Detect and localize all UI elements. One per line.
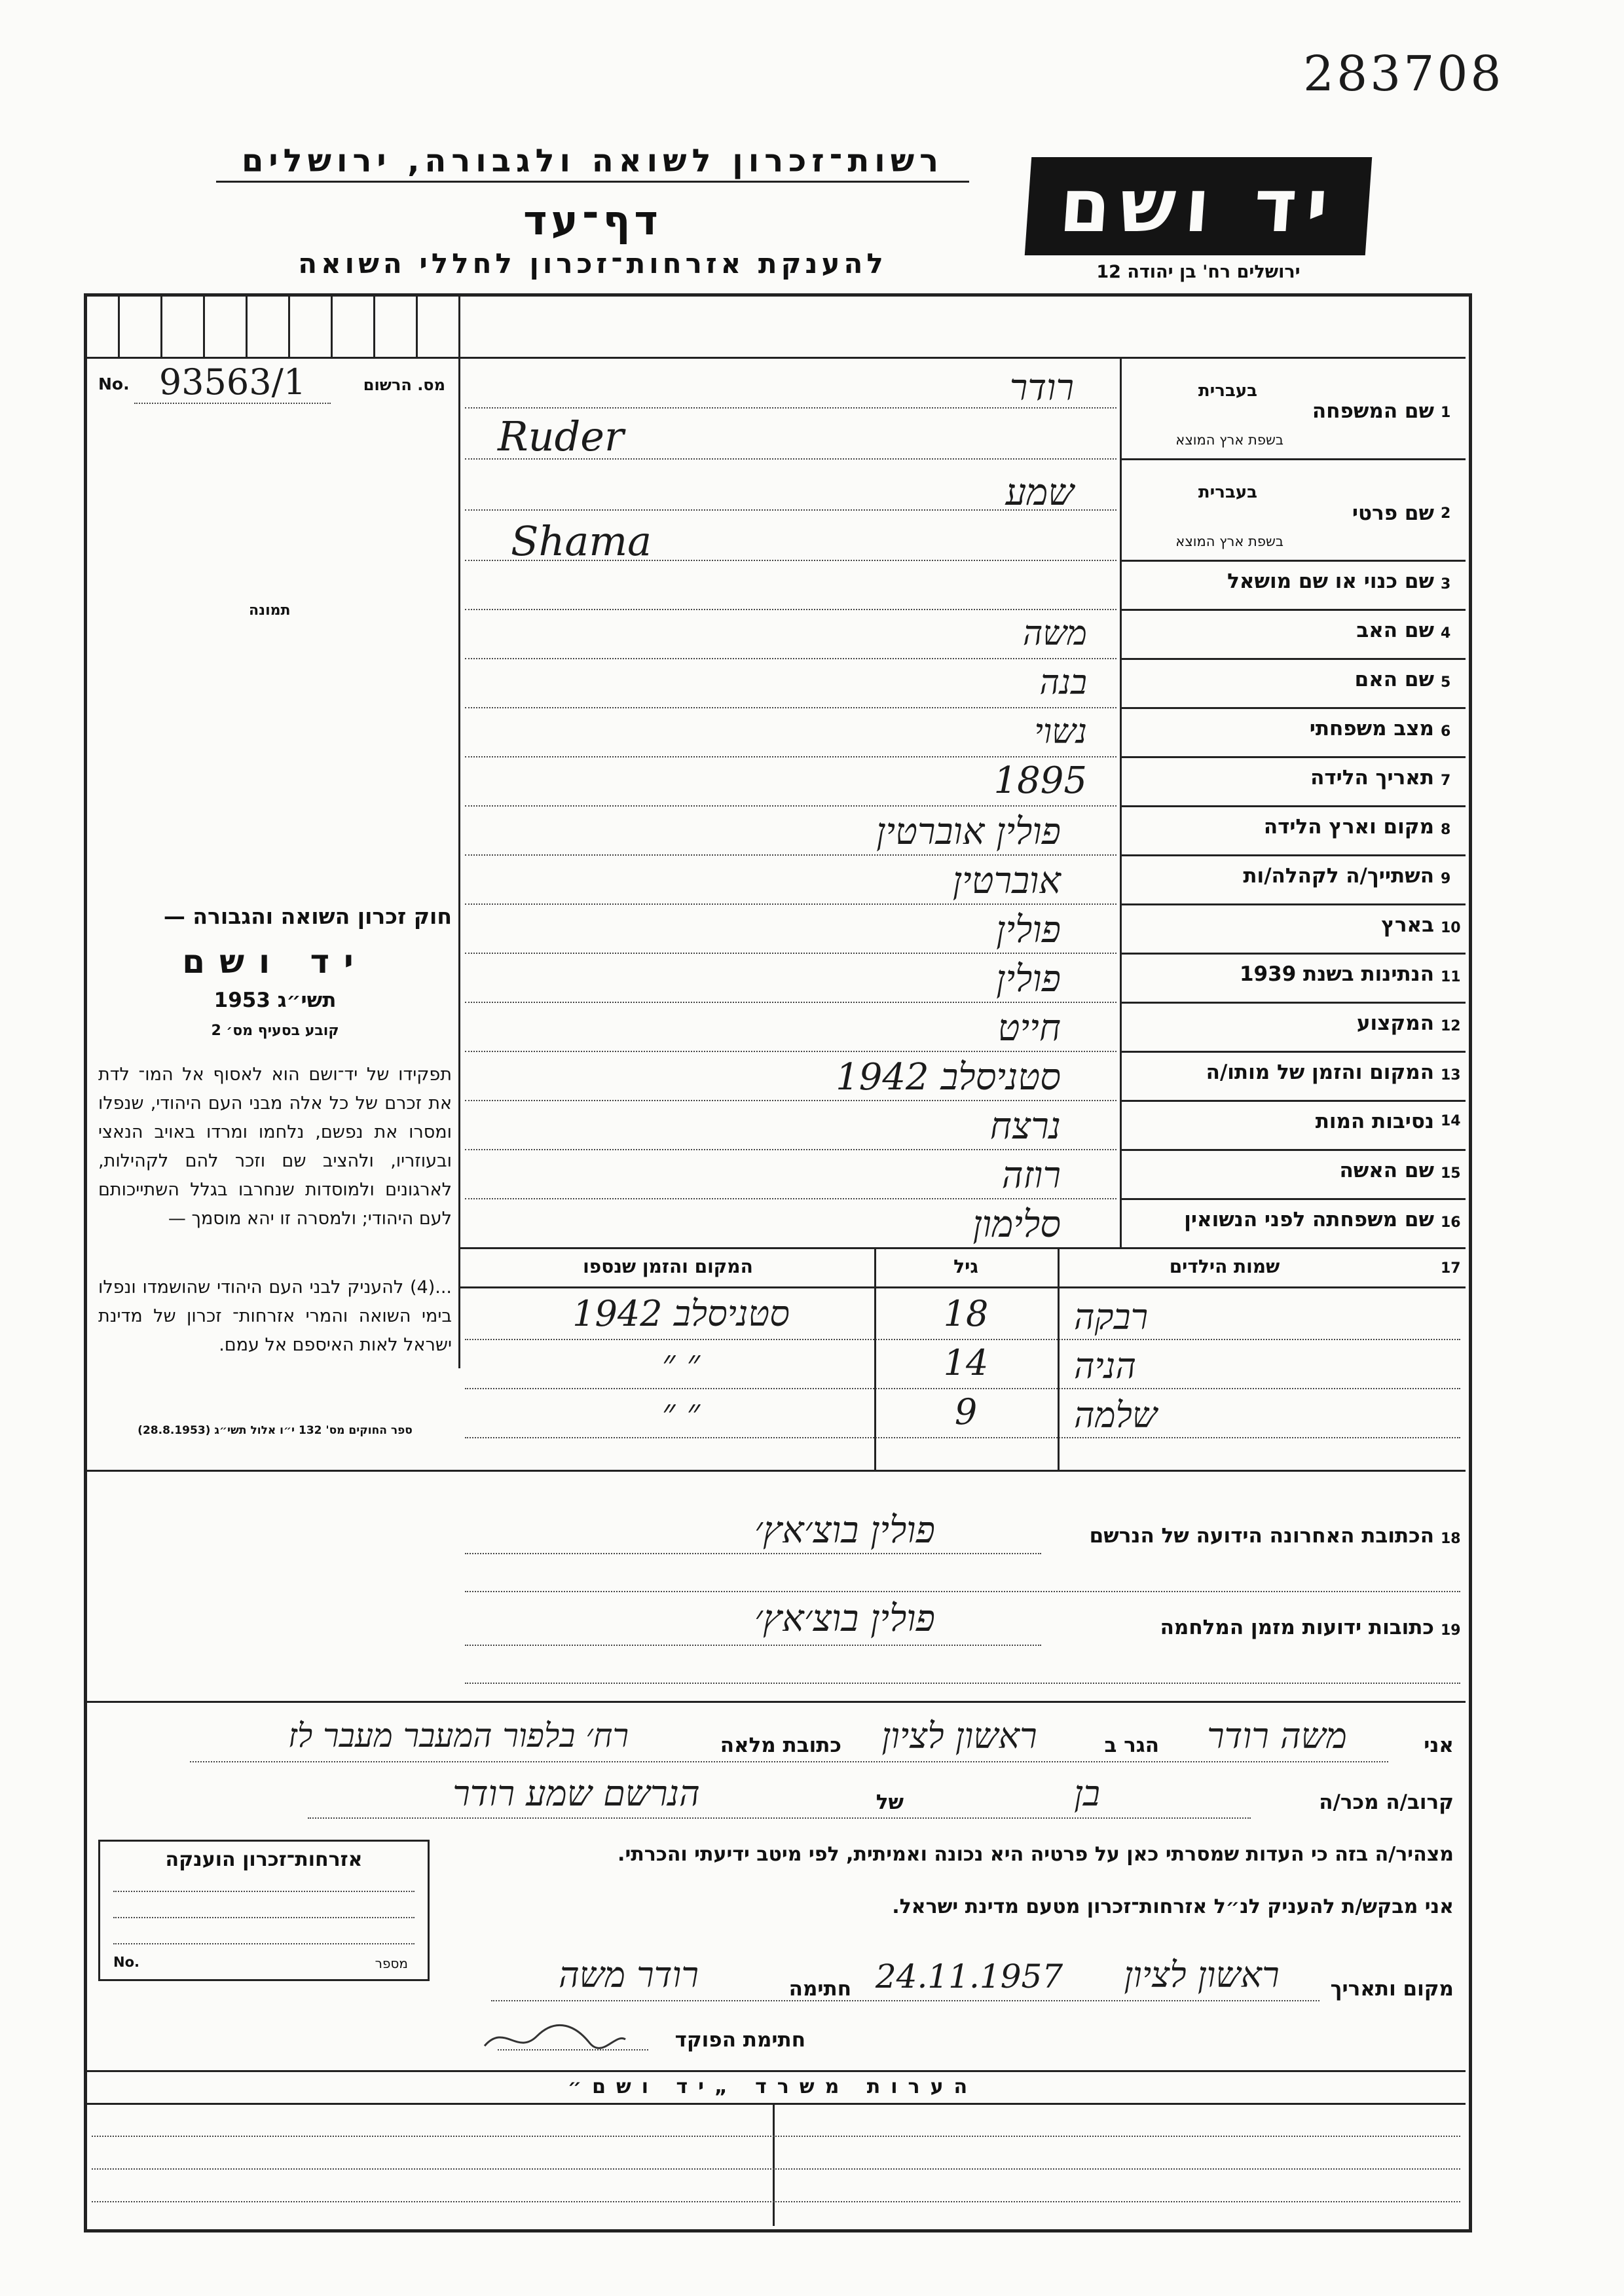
citizenship-stamp-box bbox=[98, 1840, 430, 1981]
yad-vashem-logo bbox=[1025, 157, 1372, 255]
field-label-mother-name: שם האם bbox=[1354, 668, 1434, 691]
mother-name-value: בנה bbox=[1039, 663, 1087, 702]
field-label-last-address: הכתובת האחרונה הידועה של הנרשם bbox=[1089, 1524, 1434, 1548]
field-sub-origin: בשפת ארץ המוצא bbox=[1175, 432, 1283, 448]
father-name-value: משה bbox=[1022, 614, 1087, 653]
form-subtitle: להענקת אזרחות־זכרון לחללי השואה bbox=[298, 247, 887, 280]
profession-value: חייט bbox=[997, 1007, 1061, 1049]
field-label-birth-place: מקום וארץ הלידה bbox=[1263, 815, 1434, 839]
office-notes-title: הערות משרד „יד ושם״ bbox=[567, 2075, 978, 2098]
children-header-age: גיל bbox=[953, 1256, 978, 1277]
archive-number: 283708 bbox=[1303, 46, 1504, 102]
first-name-hebrew: שמע bbox=[1005, 471, 1074, 514]
decl-request: אני מבקש/ת להעניק לנ״ל אזרחות־זכרון מטעם מדינת ישראל. bbox=[892, 1895, 1454, 1918]
law-footnote: ספר החוקים מס' 132 י״ו אלול תשי״ג (28.8.1953) bbox=[138, 1424, 413, 1437]
field-label-wife-name: שם האשה bbox=[1339, 1159, 1434, 1182]
stamp-number-en: No. bbox=[113, 1954, 139, 1970]
field-number: 9 bbox=[1441, 871, 1451, 887]
stamp-title: אזרחות־זכרון הוענקה bbox=[165, 1848, 363, 1871]
first-name-latin: Shama bbox=[511, 517, 652, 565]
registration-number: 93563/1 bbox=[134, 361, 331, 404]
decl-officer-signature-label: חתימת הפוקד bbox=[674, 2028, 805, 2052]
decl-name: משה רודר bbox=[1207, 1715, 1347, 1757]
wife-name-value: רוזה bbox=[1001, 1154, 1061, 1197]
decl-relation: בן bbox=[1074, 1773, 1100, 1814]
law-year: תשי״ג 1953 bbox=[213, 989, 337, 1012]
citizenship-value: פולין bbox=[996, 958, 1061, 1000]
decl-of-label: של bbox=[876, 1791, 904, 1814]
authority-title: רשות־זכרון לשואה ולגבורה, ירושלים bbox=[216, 143, 969, 183]
officer-signature-scribble bbox=[478, 2020, 629, 2059]
decl-lives-in: הגר ב bbox=[1104, 1734, 1159, 1757]
field-number: 16 bbox=[1441, 1214, 1461, 1231]
decl-full-address-label: כתובת מלאה bbox=[720, 1734, 841, 1757]
child-name: הניה bbox=[1074, 1345, 1137, 1387]
decl-signature: רודר משה bbox=[559, 1954, 699, 1995]
field-label-war-address: כתובות ידועות מזמן המלחמה bbox=[1160, 1616, 1434, 1639]
field-number: 3 bbox=[1441, 576, 1451, 592]
decl-signature-label: חתימה bbox=[788, 1977, 851, 2001]
field-number: 11 bbox=[1441, 969, 1461, 985]
law-name: יד ושם bbox=[182, 943, 368, 981]
field-number: 14 bbox=[1441, 1113, 1461, 1129]
logo-address: ירושלים רח' בן יהודה 12 bbox=[1096, 262, 1301, 282]
law-clause: קובע בסעיף מס׳ 2 bbox=[211, 1023, 339, 1039]
field-label-country: בארץ bbox=[1381, 913, 1434, 937]
field-label-first-name: שם פרטי bbox=[1352, 501, 1434, 525]
decl-i: אני bbox=[1424, 1734, 1454, 1757]
field-number: 19 bbox=[1441, 1622, 1461, 1639]
field-number: 5 bbox=[1441, 674, 1451, 691]
stamp-number-label: מספר bbox=[375, 1956, 408, 1971]
field-number: 7 bbox=[1441, 773, 1451, 789]
child-place: סטניסלב 1942 bbox=[572, 1293, 790, 1334]
child-age: 14 bbox=[943, 1342, 989, 1383]
children-header-names: שמות הילדים bbox=[1169, 1256, 1280, 1277]
field-number: 6 bbox=[1441, 723, 1451, 740]
child-age: 9 bbox=[954, 1391, 978, 1432]
decl-city: ראשון לציון bbox=[881, 1715, 1037, 1757]
decl-place-date-label: מקום ותאריך bbox=[1330, 1977, 1454, 2001]
child-place: ״ ״ bbox=[661, 1391, 701, 1432]
birth-place-value: פולין אוברטין bbox=[876, 811, 1061, 853]
field-number: 2 bbox=[1441, 505, 1451, 522]
decl-statement: מצהיר/ה בזה כי העדות שמסרתי כאן על פרטיה היא נכונה ואמיתית, לפי מיטב ידיעתי והכרתי. bbox=[618, 1843, 1454, 1866]
field-number: 12 bbox=[1441, 1018, 1461, 1034]
law-title: חוק זכרון השואה והגבורה — bbox=[163, 903, 452, 929]
maiden-name-value: סלימון bbox=[972, 1203, 1061, 1246]
decl-date: 24.11.1957 bbox=[875, 1958, 1063, 1995]
child-age: 18 bbox=[943, 1293, 989, 1334]
law-paragraph-1: תפקידו של יד־ושם הוא לאסוף אל המו־ לדת את זכרם של כל אלה מבני העם היהודי, שנפלו ומסרו את נפשם, נלחמו ומרדו באויב הנאצי ובעוזריו, ולהציב שם וזכר להם לקהילות, לארגונים ולמוסדות שנחרבו בגלל השתייכותם לעם היהודי; ולמסרה זו יהא מוסמך — bbox=[98, 1065, 452, 1229]
field-number: 17 bbox=[1441, 1260, 1461, 1277]
field-number: 4 bbox=[1441, 625, 1451, 642]
community-value: אוברטין bbox=[952, 860, 1061, 902]
child-place: ״ ״ bbox=[661, 1342, 701, 1383]
form-title: דף־עד bbox=[523, 196, 662, 244]
field-number: 18 bbox=[1441, 1531, 1461, 1547]
field-label-marital-status: מצב משפחתי bbox=[1309, 717, 1434, 740]
field-number: 8 bbox=[1441, 822, 1451, 838]
field-sub-origin: בשפת ארץ המוצא bbox=[1175, 534, 1283, 549]
field-number: 15 bbox=[1441, 1165, 1461, 1182]
decl-place: ראשון לציון bbox=[1124, 1954, 1280, 1995]
death-circumstances-value: נרצח bbox=[989, 1105, 1061, 1148]
field-label-death-circumstances: נסיבות המות bbox=[1315, 1110, 1434, 1133]
children-header-place: המקום והזמן שנספו bbox=[583, 1256, 753, 1277]
death-place-value: סטניסלב 1942 bbox=[836, 1056, 1061, 1099]
field-sub-hebrew: בעברית bbox=[1198, 381, 1257, 401]
field-label-father-name: שם האב bbox=[1356, 619, 1434, 642]
family-name-latin: Ruder bbox=[498, 412, 624, 460]
field-label-birth-date: תאריך הלידה bbox=[1310, 766, 1434, 790]
child-name: שלמה bbox=[1074, 1394, 1158, 1436]
marital-status-value: נשוי bbox=[1034, 712, 1087, 752]
field-label-death-place-time: המקום והזמן של מותו/ה bbox=[1206, 1061, 1434, 1084]
field-label-maiden-name: שם משפחתה לפני הנשואין bbox=[1184, 1208, 1434, 1231]
field-label-citizenship-1939: הנתינות בשנת 1939 bbox=[1239, 962, 1434, 986]
field-number: 13 bbox=[1441, 1067, 1461, 1084]
registration-label: מס. הרשום bbox=[363, 376, 445, 394]
field-label-community: השתייך/ה לקהלה/ות bbox=[1243, 864, 1434, 888]
last-address-value: פולין בוצ׳אץ׳ bbox=[754, 1509, 935, 1552]
law-paragraph-2: ...(4) להעניק לבני העם היהודי שהושמדו ונפלו בימי השואה והמרי אזרחות־ זכרון של מדינת ישראל לאות האיספם אל עמם. bbox=[98, 1277, 452, 1355]
child-name: רבקה bbox=[1074, 1296, 1149, 1338]
logo-text: יד ושם bbox=[1056, 164, 1340, 249]
decl-registrant-name: הנרשם שמע רודר bbox=[452, 1773, 700, 1814]
family-name-hebrew: רודר bbox=[1009, 367, 1074, 409]
birth-date-value: 1895 bbox=[993, 759, 1087, 802]
photo-label: תמונה bbox=[249, 602, 291, 619]
decl-relation-label: קרוב/ה מכר/ה bbox=[1319, 1791, 1454, 1814]
field-label-family-name: שם המשפחה bbox=[1312, 399, 1434, 423]
field-sub-hebrew: בעברית bbox=[1198, 483, 1257, 502]
country-value: פולין bbox=[996, 909, 1061, 951]
field-label-nickname: שם כנוי או שם מושאל bbox=[1227, 570, 1434, 593]
field-number: 10 bbox=[1441, 920, 1461, 936]
decl-address: רח׳ בלפור המעבר מעבר לז bbox=[287, 1717, 629, 1755]
registration-label-en: No. bbox=[98, 374, 130, 393]
field-number: 1 bbox=[1441, 405, 1451, 421]
field-label-profession: המקצוע bbox=[1356, 1011, 1434, 1035]
war-address-value: פולין בוצ׳אץ׳ bbox=[754, 1597, 935, 1640]
